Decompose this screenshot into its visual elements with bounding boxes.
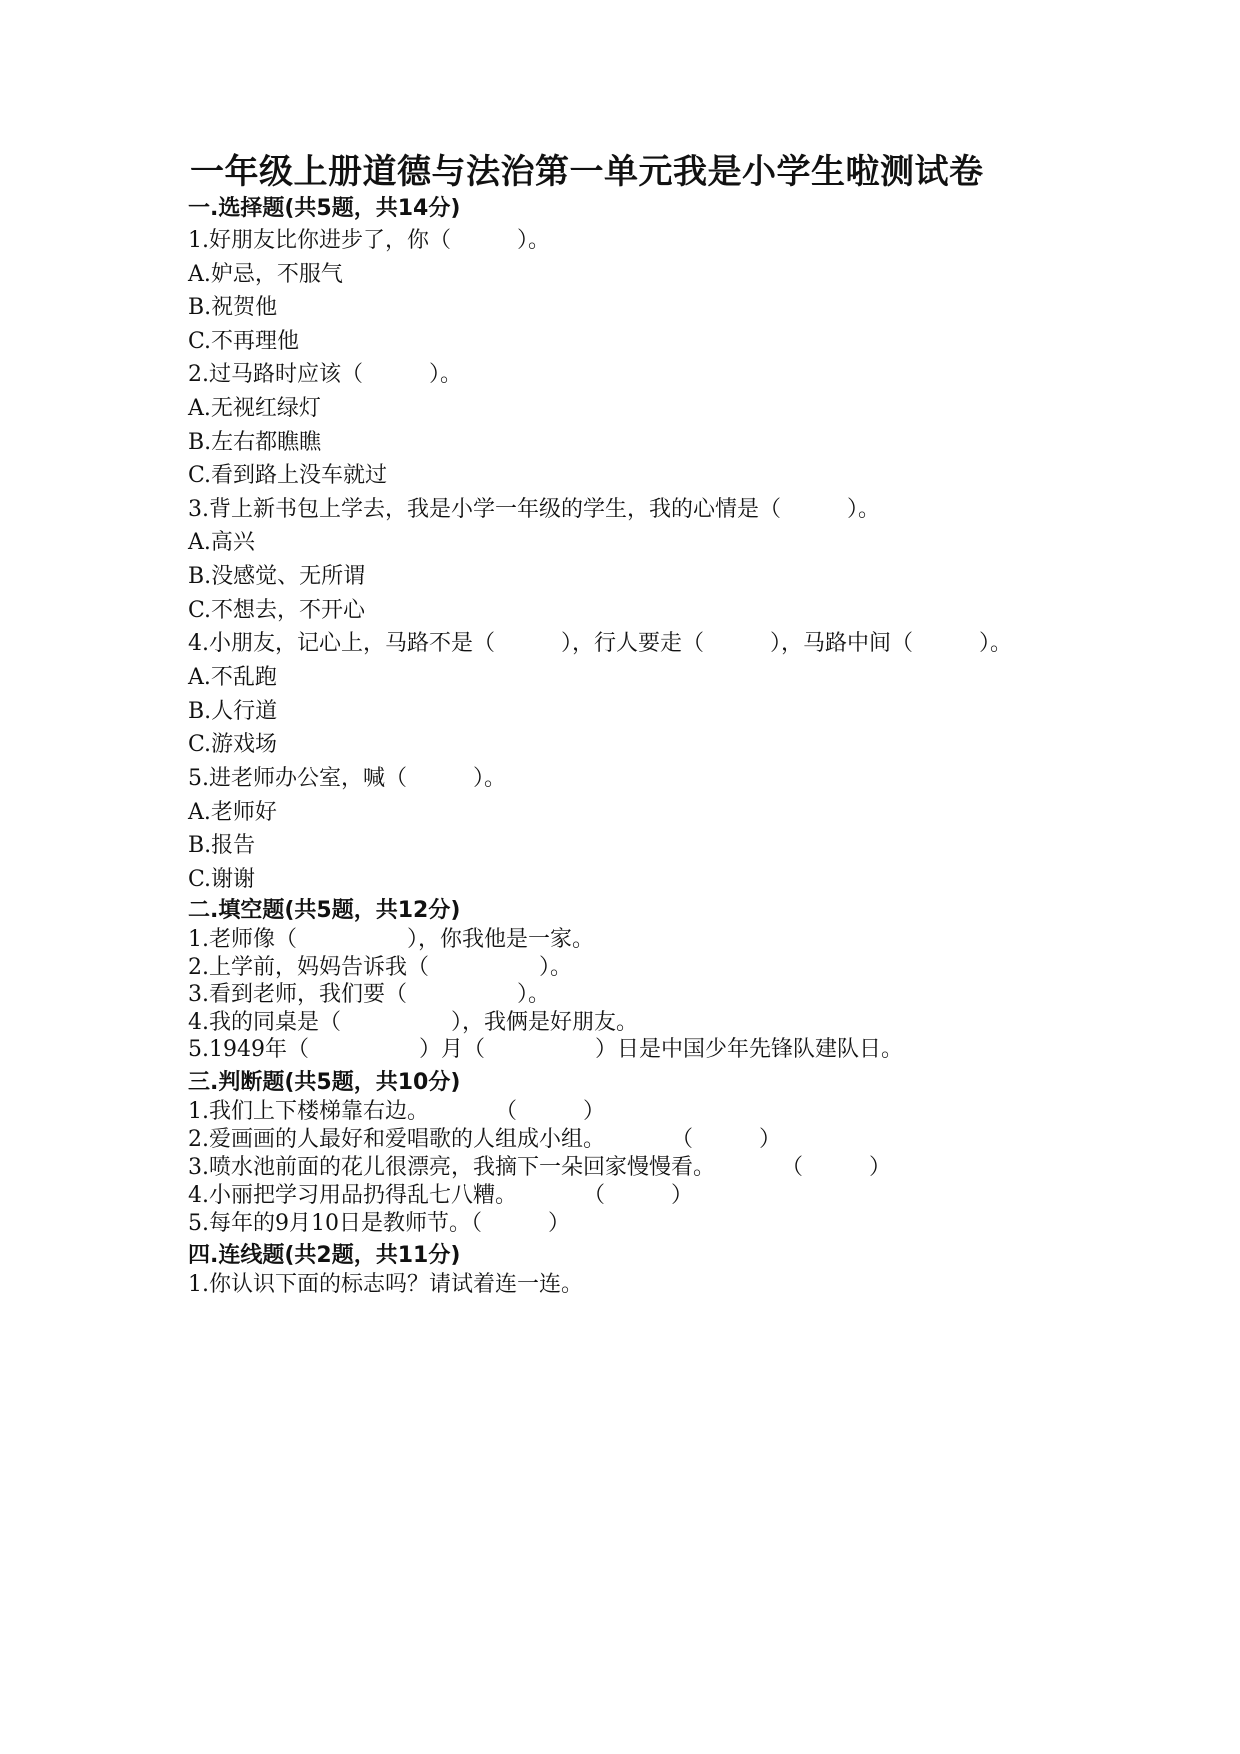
option-a: A.高兴 xyxy=(188,530,255,556)
question-4: 4.我的同桌是（ ），我俩是好朋友。 xyxy=(188,1009,638,1035)
section-heading: 三.判断题(共5题，共10分) xyxy=(188,1069,461,1095)
option-b: B.人行道 xyxy=(188,698,278,724)
option-b: B.没感觉、无所谓 xyxy=(188,563,366,589)
question-2: 2.上学前，妈妈告诉我（ ）。 xyxy=(188,954,572,980)
section-heading: 一.选择题(共5题，共14分) xyxy=(188,196,461,221)
option-a: A.老师好 xyxy=(188,799,277,825)
option-b: B.祝贺他 xyxy=(188,295,278,321)
option-a: A.无视红绿灯 xyxy=(188,395,321,421)
section-true-false xyxy=(188,1068,1068,1241)
question-1: 1.我们上下楼梯靠右边。 （ ） xyxy=(188,1098,605,1124)
section-matching xyxy=(188,1241,1068,1299)
question-5: 5.1949年（ ）月（ ）日是中国少年先锋队建队日。 xyxy=(188,1037,903,1063)
question-2: 2.爱画画的人最好和爱唱歌的人组成小组。 （ ） xyxy=(188,1126,781,1152)
option-b: B.左右都瞧瞧 xyxy=(188,429,322,455)
section-choice xyxy=(188,194,1068,896)
question-4: 4.小丽把学习用品扔得乱七八糟。 （ ） xyxy=(188,1182,693,1208)
question-1: 1.老师像（ ），你我他是一家。 xyxy=(188,927,594,953)
option-c: C.看到路上没车就过 xyxy=(188,463,388,489)
question-3: 3.背上新书包上学去，我是小学一年级的学生，我的心情是（ ）。 xyxy=(188,496,880,522)
question-1: 1.好朋友比你进步了，你（ ）。 xyxy=(188,228,550,253)
question-2: 2.过马路时应该（ ）。 xyxy=(188,362,462,388)
question-5: 5.进老师办公室，喊（ ）。 xyxy=(188,765,506,791)
question-3: 3.喷水池前面的花儿很漂亮，我摘下一朵回家慢慢看。 （ ） xyxy=(188,1154,891,1180)
test-paper xyxy=(188,150,1068,1299)
section-fill-blank xyxy=(188,896,1068,1068)
option-a: A.不乱跑 xyxy=(188,665,277,691)
option-b: B.报告 xyxy=(188,833,256,859)
option-a: A.妒忌，不服气 xyxy=(188,261,343,287)
option-c: C.不想去，不开心 xyxy=(188,597,366,623)
option-c: C.不再理他 xyxy=(188,328,300,354)
section-heading: 四.连线题(共2题，共11分) xyxy=(188,1242,461,1268)
page-title: 一年级上册道德与法治第一单元我是小学生啦测试卷 xyxy=(190,152,984,192)
question-4: 4.小朋友，记心上，马路不是（ ），行人要走（ ），马路中间（ ）。 xyxy=(188,631,1012,657)
section-heading: 二.填空题(共5题，共12分) xyxy=(188,898,461,924)
option-c: C.游戏场 xyxy=(188,732,278,758)
question-5: 5.每年的9月10日是教师节。（ ） xyxy=(188,1210,570,1236)
question-1: 1.你认识下面的标志吗？请试着连一连。 xyxy=(188,1271,583,1297)
question-3: 3.看到老师，我们要（ ）。 xyxy=(188,982,550,1008)
option-c: C.谢谢 xyxy=(188,866,256,892)
